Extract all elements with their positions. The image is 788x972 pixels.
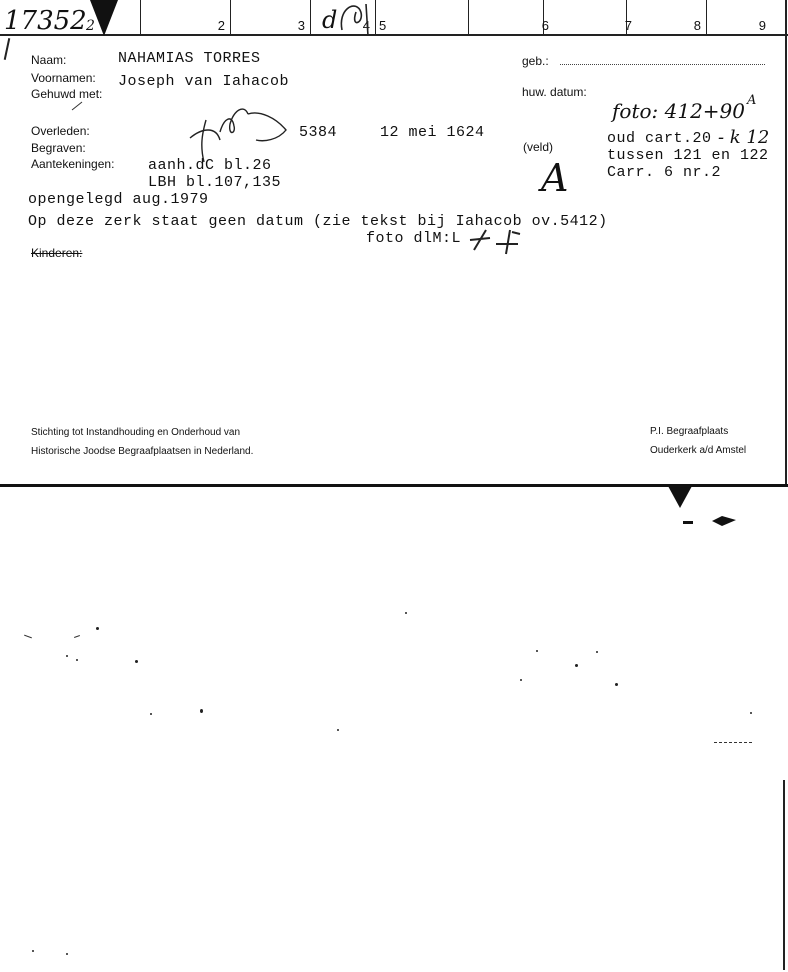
label-huw-datum: huw. datum:: [522, 85, 587, 99]
card-right-edge: [785, 0, 787, 484]
marker-triangle-icon: [86, 0, 122, 40]
ruler-cell-2: 2: [140, 0, 231, 34]
label-gehuwd-met: Gehuwd met:: [31, 87, 103, 101]
value-aantekening-2: LBH bl.107,135: [148, 174, 282, 191]
ruler-handwriting-scribble: [336, 0, 376, 40]
value-overleden-datum: 12 mei 1624: [380, 124, 485, 141]
speckle: [615, 683, 618, 686]
ruler-cell-5: 5: [375, 0, 469, 34]
speckle: [66, 655, 68, 657]
speckle: [596, 651, 598, 653]
footer-left-line-2: Historische Joodse Begraafplaatsen in Nederland.: [31, 446, 254, 457]
ruler-initial: d: [322, 6, 338, 34]
value-naam: NAHAMIAS TORRES: [118, 50, 261, 67]
speckle: [200, 709, 203, 713]
veld-letter: A: [541, 156, 569, 200]
lower-right-edge: [783, 780, 785, 970]
small-tick-mark: [70, 100, 90, 112]
speckle: [520, 679, 522, 681]
ruler-cell-6: 6: [468, 0, 544, 34]
value-foto-line: foto dlM:L: [366, 230, 462, 247]
ruler-cell-9: 9: [758, 18, 766, 33]
speckle: [750, 712, 752, 714]
value-opengelegd: opengelegd aug.1979: [28, 191, 209, 208]
value-aantekening-1: aanh.dC bl.26: [148, 157, 272, 174]
label-voornamen: Voornamen:: [31, 71, 96, 85]
value-overleden-nr: 5384: [299, 124, 338, 141]
speckle: [32, 950, 34, 952]
foto-handwritten: foto: 412+90: [612, 99, 745, 123]
foto-handwritten-mark: [466, 226, 526, 256]
speckle: [150, 713, 152, 715]
value-note-line: Op deze zerk staat geen datum (zie tekst bij Iahacob ov.5412): [28, 213, 608, 230]
label-kinderen: Kinderen:: [31, 246, 83, 260]
card-number-stroke: [4, 38, 11, 60]
speckle: [76, 659, 78, 661]
lower-tick: [74, 635, 80, 638]
speckle: [536, 650, 538, 652]
lower-tick: [24, 635, 32, 639]
value-oud-cart: oud cart.20: [607, 130, 712, 147]
speckle: [135, 660, 138, 663]
label-geb: geb.:: [522, 54, 549, 68]
ruler-cell-8: 8: [626, 0, 707, 34]
ruler-cell-7: 7: [543, 0, 627, 34]
overleden-handwriting-scribble: [186, 100, 290, 170]
oud-cart-handwritten: - k 12: [718, 127, 770, 148]
lower-arrow-mark: [712, 514, 738, 528]
lower-dash-mark: [683, 521, 693, 524]
footer-left-line-1: Stichting tot Instandhouding en Onderhoud van: [31, 427, 241, 438]
value-carr: Carr. 6 nr.2: [607, 164, 722, 181]
label-naam: Naam:: [31, 53, 67, 67]
speckle: [66, 953, 68, 955]
speckle: [405, 612, 407, 614]
value-tussen: tussen 121 en 122: [607, 147, 769, 164]
label-aantekeningen: Aantekeningen:: [31, 157, 115, 171]
ruler-cell-4: 4: [310, 0, 376, 34]
label-begraven: Begraven:: [31, 141, 86, 155]
label-overleden: Overleden:: [31, 124, 90, 138]
card-number-suffix: 2: [86, 18, 95, 34]
footer-right-line-2: Ouderkerk a/d Amstel: [650, 445, 747, 456]
speckle: [337, 729, 339, 731]
geb-dotted-line: [560, 64, 765, 65]
footer-right-line-1: P.I. Begraafplaats: [650, 426, 729, 437]
speckle: [575, 664, 578, 667]
card-number: 17352: [4, 6, 87, 36]
ruler-cell-3: 3: [230, 0, 311, 34]
foto-handwritten-superscript: A: [747, 93, 757, 108]
lower-marker-triangle-icon: [666, 486, 694, 510]
speckle: [96, 627, 99, 630]
value-voornamen: Joseph van Iahacob: [118, 73, 290, 90]
lower-dashed-mark: [714, 742, 752, 743]
label-veld: (veld): [523, 140, 554, 154]
